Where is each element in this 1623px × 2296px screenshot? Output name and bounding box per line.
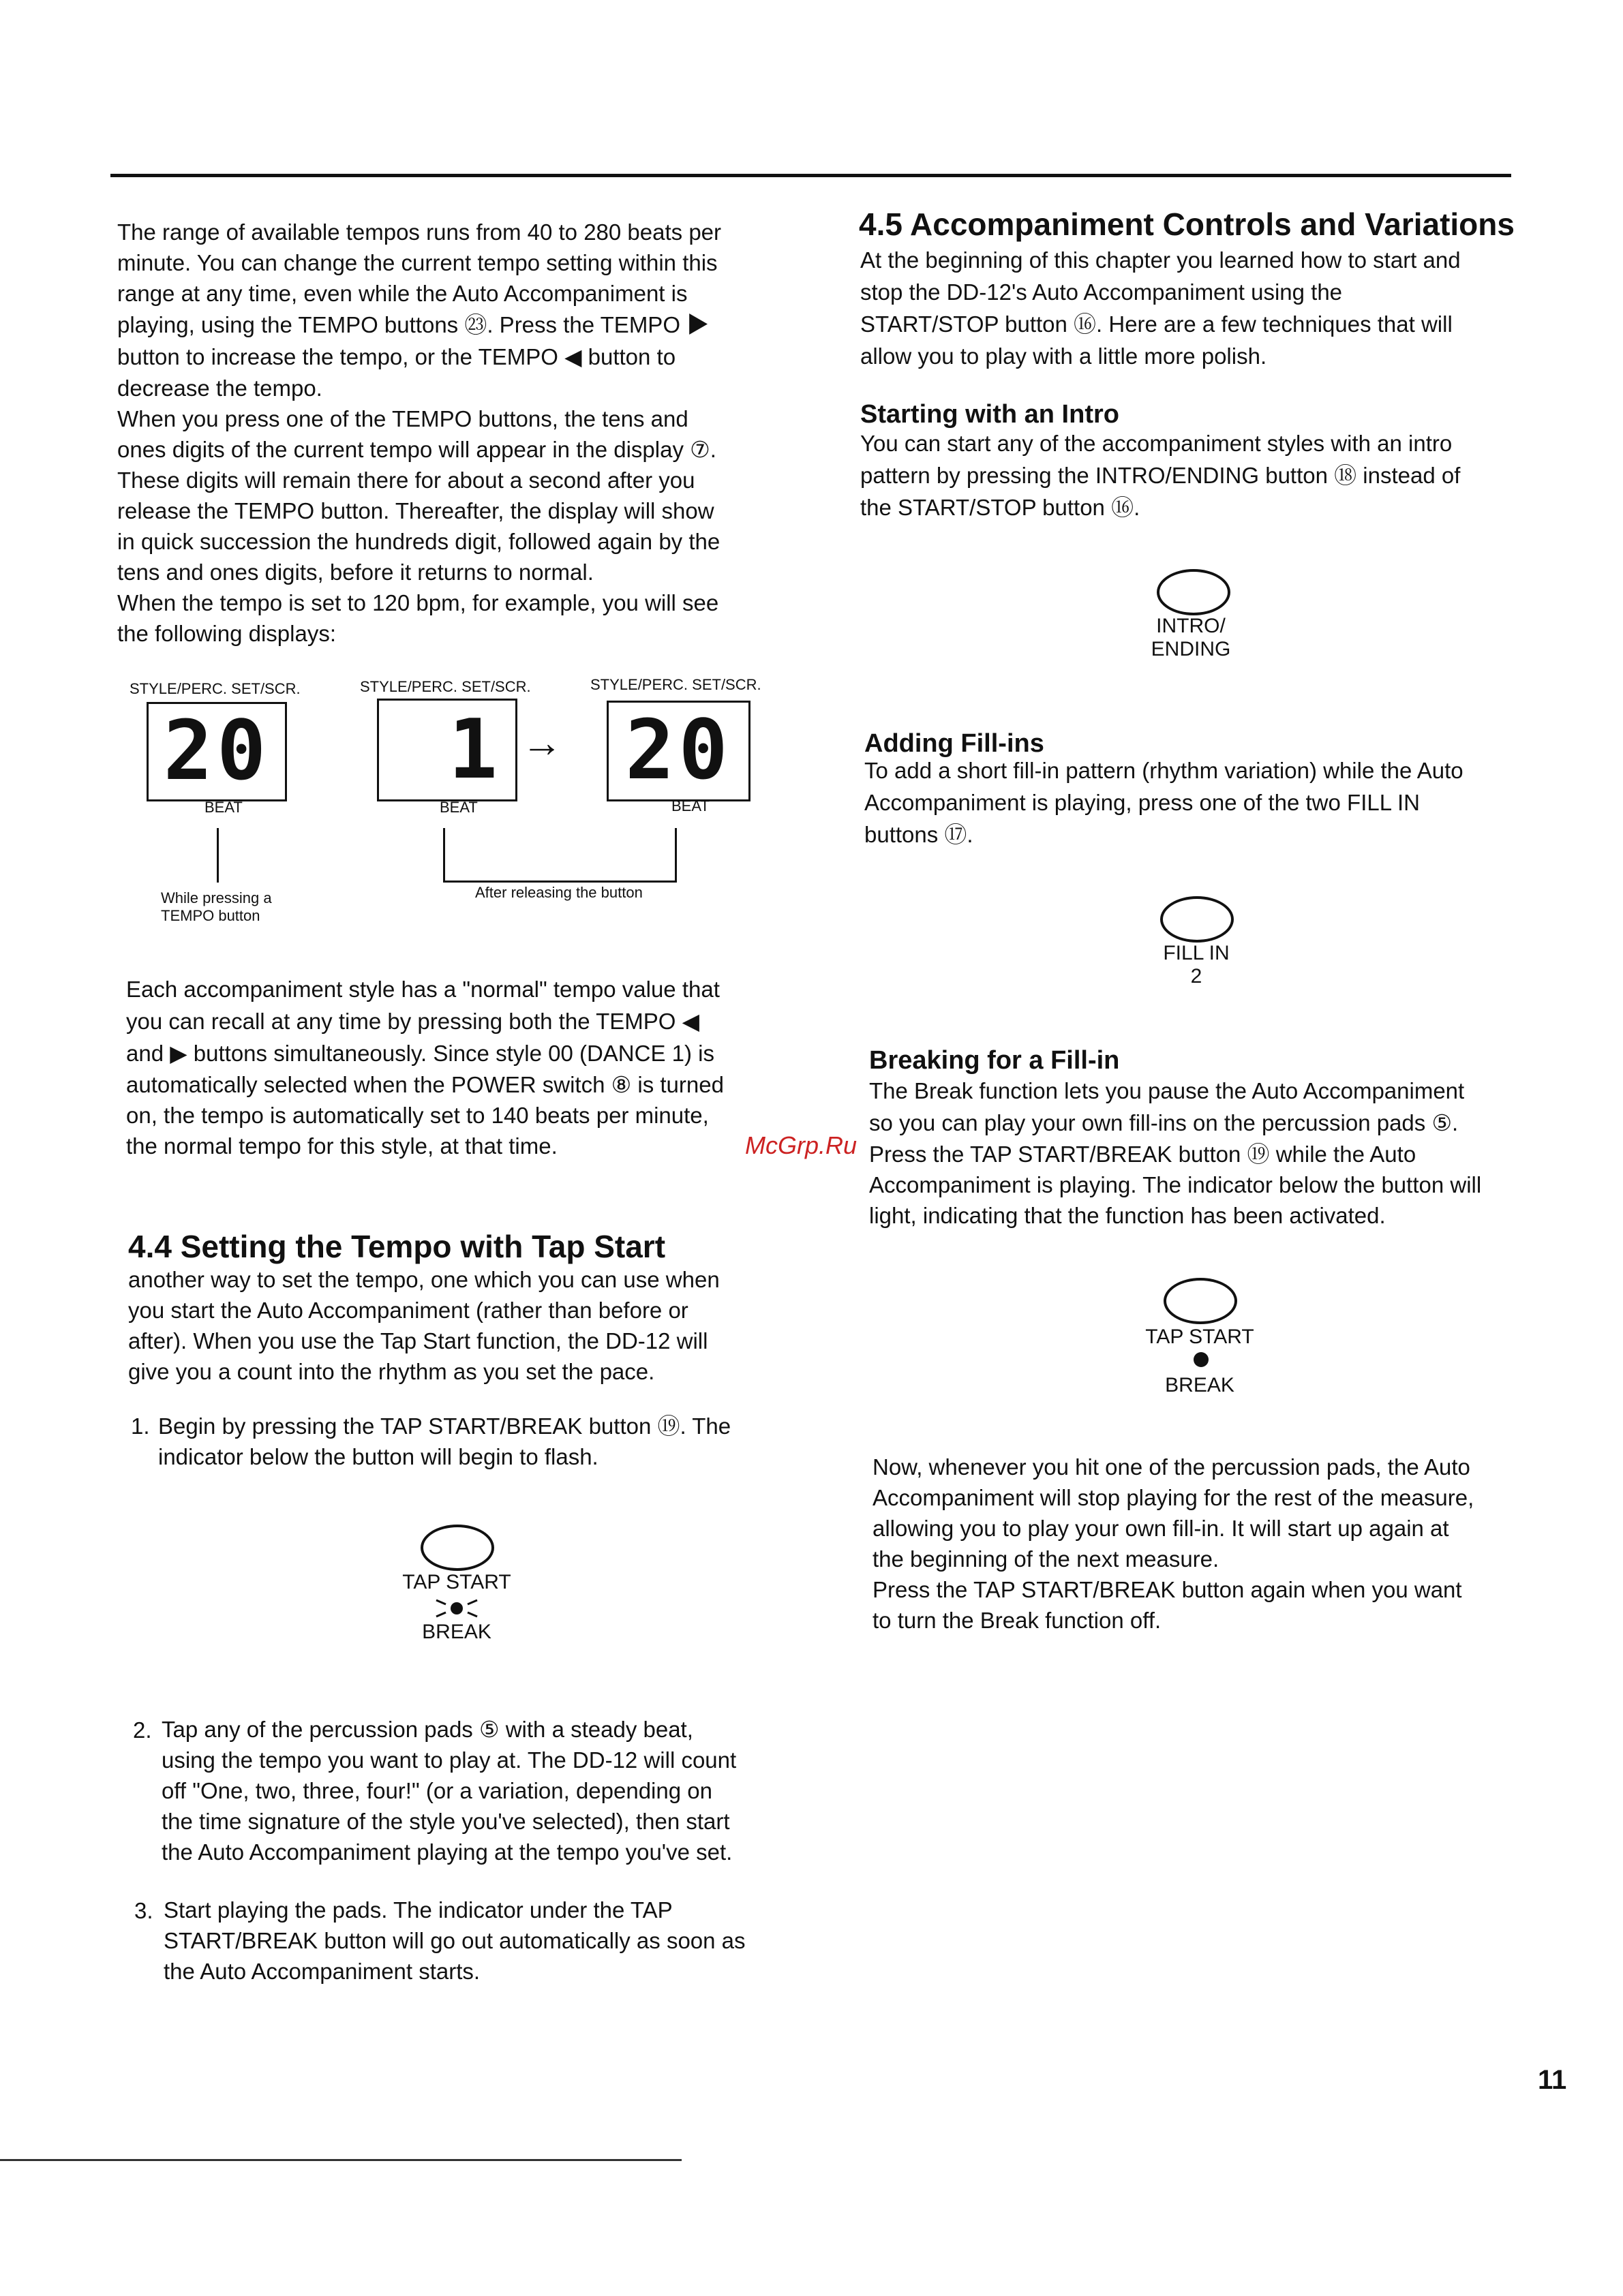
text-line: Press the TAP START/BREAK button ⑲ while the Auto — [869, 1142, 1416, 1167]
text-line: playing, using the TEMPO buttons ㉓. Press the TEMPO ▶ — [117, 312, 710, 337]
text-line: automatically selected when the POWER switch ⑧ is turned — [126, 1072, 724, 1097]
lcd3-header: STYLE/PERC. SET/SCR. — [590, 676, 761, 693]
lcd-digits: 20 — [625, 703, 732, 798]
text-line: stop the DD-12's Auto Accompaniment using the — [860, 279, 1343, 305]
text-line: the beginning of the next measure. — [873, 1546, 1219, 1572]
text-line: give you a count into the rhythm as you set the pace. — [128, 1359, 655, 1384]
text-line: These digits will remain there for about a second after you — [117, 468, 695, 493]
lcd-display-2 — [377, 699, 517, 801]
normal-tempo-paragraph — [126, 973, 801, 1161]
text-line: in quick succession the hundreds digit, followed again by the — [117, 529, 721, 554]
text-line: Begin by pressing the TAP START/BREAK button ⑲. The — [158, 1413, 731, 1439]
button-label-line: FILL IN — [1163, 942, 1230, 964]
text-line: button to increase the tempo, or the TEMPO ◀ button to — [117, 344, 676, 369]
subsection-heading: Adding Fill-ins — [864, 729, 1044, 758]
lcd-digits: 1 — [448, 703, 502, 797]
top-rule — [110, 174, 1511, 177]
text-line: Each accompaniment style has a "normal" tempo value that — [126, 977, 720, 1002]
text-line: the time signature of the style you've selected), then start — [162, 1809, 730, 1834]
text-line: allowing you to play your own fill-in. It will start up again at — [873, 1516, 1449, 1541]
connector-line — [675, 828, 677, 883]
break-after-paragraph — [873, 1452, 1554, 1636]
button-label-line: INTRO/ — [1156, 615, 1226, 637]
lcd1-header: STYLE/PERC. SET/SCR. — [130, 680, 301, 697]
text-line: the Auto Accompaniment starts. — [164, 1959, 481, 1984]
fillin-paragraph — [864, 754, 1546, 851]
intro-paragraph — [860, 427, 1542, 523]
break-label: BREAK — [1165, 1374, 1234, 1396]
list-number: 3. — [134, 1898, 153, 1923]
lcd-display-3 — [607, 701, 750, 801]
text-line: pattern by pressing the INTRO/ENDING button ⑱ instead of — [860, 463, 1461, 488]
caption-line: TEMPO button — [161, 907, 260, 924]
text-line: using the tempo you want to play at. The DD-12 will count — [162, 1747, 737, 1773]
section-heading: 4.5 Accompaniment Controls and Variations — [859, 206, 1515, 242]
tap-start-label: TAP START — [402, 1571, 511, 1593]
text-line: START/STOP button ⑯. Here are a few techniques that will — [860, 311, 1453, 337]
beat-label: BEAT — [440, 799, 478, 816]
connector-line — [443, 828, 445, 883]
watermark: McGrp.Ru — [745, 1131, 858, 1159]
text-line: range at any time, even while the Auto Accompaniment is — [117, 281, 688, 306]
text-line: indicator below the button will begin to flash. — [158, 1444, 598, 1469]
text-line: buttons ⑰. — [864, 822, 973, 847]
text-line: Tap any of the percussion pads ⑤ with a steady beat, — [162, 1717, 693, 1742]
text-line: To add a short fill-in pattern (rhythm variation) while the Auto — [864, 758, 1463, 783]
text-line: Press the TAP START/BREAK button again when you want — [873, 1577, 1462, 1602]
text-line: The Break function lets you pause the Auto Accompaniment — [869, 1078, 1465, 1103]
button-label-line: ENDING — [1151, 638, 1231, 660]
text-line: At the beginning of this chapter you learned how to start and — [860, 247, 1461, 273]
text-line: the normal tempo for this style, at that time. — [126, 1133, 558, 1159]
text-line: allow you to play with a little more polish. — [860, 343, 1267, 369]
intro-ending-button[interactable] — [1157, 569, 1230, 615]
section-44-paragraph — [128, 1264, 803, 1387]
fill-in-label — [1121, 942, 1271, 988]
step-3-text — [164, 1895, 811, 1987]
caption-line: While pressing a — [161, 889, 272, 906]
text-line: Accompaniment is playing. The indicator below the button will — [869, 1172, 1482, 1197]
tap-start-break-button[interactable] — [1164, 1278, 1237, 1324]
text-line: When you press one of the TEMPO buttons, the tens and — [117, 406, 688, 431]
tap-start-label: TAP START — [1145, 1326, 1254, 1348]
beat-label: BEAT — [204, 799, 243, 816]
figure-caption-left — [161, 889, 272, 925]
text-line: ones digits of the current tempo will appear in the display ⑦. — [117, 437, 716, 462]
section-heading: 4.4 Setting the Tempo with Tap Start — [128, 1229, 666, 1264]
intro-ending-label — [1116, 615, 1266, 661]
connector-line — [217, 828, 219, 883]
lcd2-header: STYLE/PERC. SET/SCR. — [360, 678, 531, 695]
subsection-heading: Starting with an Intro — [860, 400, 1119, 429]
text-line: The range of available tempos runs from 40 to 280 beats per — [117, 219, 722, 245]
list-number: 1. — [131, 1413, 150, 1439]
lcd-display-1 — [147, 702, 287, 801]
lit-indicator-icon — [1194, 1352, 1209, 1367]
text-line: the following displays: — [117, 621, 337, 646]
fill-in-2-button[interactable] — [1160, 896, 1234, 943]
text-line: decrease the tempo. — [117, 376, 322, 401]
bottom-rule — [0, 2159, 682, 2161]
step-2-text — [162, 1714, 809, 1867]
text-line: off "One, two, three, four!" (or a variation, depending on — [162, 1778, 712, 1803]
lcd-digits: 20 — [163, 704, 271, 799]
connector-line — [443, 881, 677, 883]
arrow-right-icon: → — [521, 720, 562, 765]
figure-caption-right: After releasing the button — [475, 884, 643, 901]
break-paragraph — [869, 1075, 1551, 1231]
text-line: the START/STOP button ⑯. — [860, 495, 1140, 520]
step-1-text — [158, 1411, 806, 1472]
text-line: to turn the Break function off. — [873, 1608, 1162, 1633]
text-line: you start the Auto Accompaniment (rather than before or — [128, 1298, 688, 1323]
text-line: Accompaniment will stop playing for the rest of the measure, — [873, 1485, 1474, 1510]
tempo-range-paragraph — [117, 217, 792, 649]
text-line: light, indicating that the function has been activated. — [869, 1203, 1386, 1228]
list-number: 2. — [133, 1717, 152, 1743]
section-45-paragraph — [860, 244, 1542, 372]
text-line: START/BREAK button will go out automatically as soon as — [164, 1928, 746, 1953]
text-line: tens and ones digits, before it returns to normal. — [117, 560, 594, 585]
text-line: the Auto Accompaniment playing at the tempo you've set. — [162, 1839, 733, 1865]
text-line: so you can play your own fill-ins on the percussion pads ⑤. — [869, 1110, 1459, 1135]
text-line: You can start any of the accompaniment styles with an intro — [860, 431, 1453, 456]
page-number: 11 — [1538, 2065, 1567, 2095]
text-line: after). When you use the Tap Start function, the DD-12 will — [128, 1328, 708, 1353]
text-line: on, the tempo is automatically set to 140 beats per minute, — [126, 1103, 709, 1128]
text-line: and ▶ buttons simultaneously. Since style 00 (DANCE 1) is — [126, 1041, 714, 1066]
flashing-indicator-icon — [429, 1595, 484, 1622]
text-line: minute. You can change the current tempo setting within this — [117, 250, 718, 275]
break-label: BREAK — [422, 1621, 491, 1643]
text-line: When the tempo is set to 120 bpm, for example, you will see — [117, 590, 719, 615]
beat-label: BEAT — [671, 797, 710, 814]
tap-start-button[interactable] — [421, 1525, 494, 1571]
subsection-heading: Breaking for a Fill-in — [869, 1046, 1120, 1075]
text-line: another way to set the tempo, one which you can use when — [128, 1267, 720, 1292]
button-label-line: 2 — [1190, 965, 1202, 988]
text-line: Accompaniment is playing, press one of the two FILL IN — [864, 790, 1421, 815]
text-line: release the TEMPO button. Thereafter, the display will show — [117, 498, 714, 523]
text-line: Start playing the pads. The indicator under the TAP — [164, 1897, 673, 1923]
text-line: Now, whenever you hit one of the percussion pads, the Auto — [873, 1454, 1470, 1480]
text-line: you can recall at any time by pressing both the TEMPO ◀ — [126, 1009, 700, 1034]
